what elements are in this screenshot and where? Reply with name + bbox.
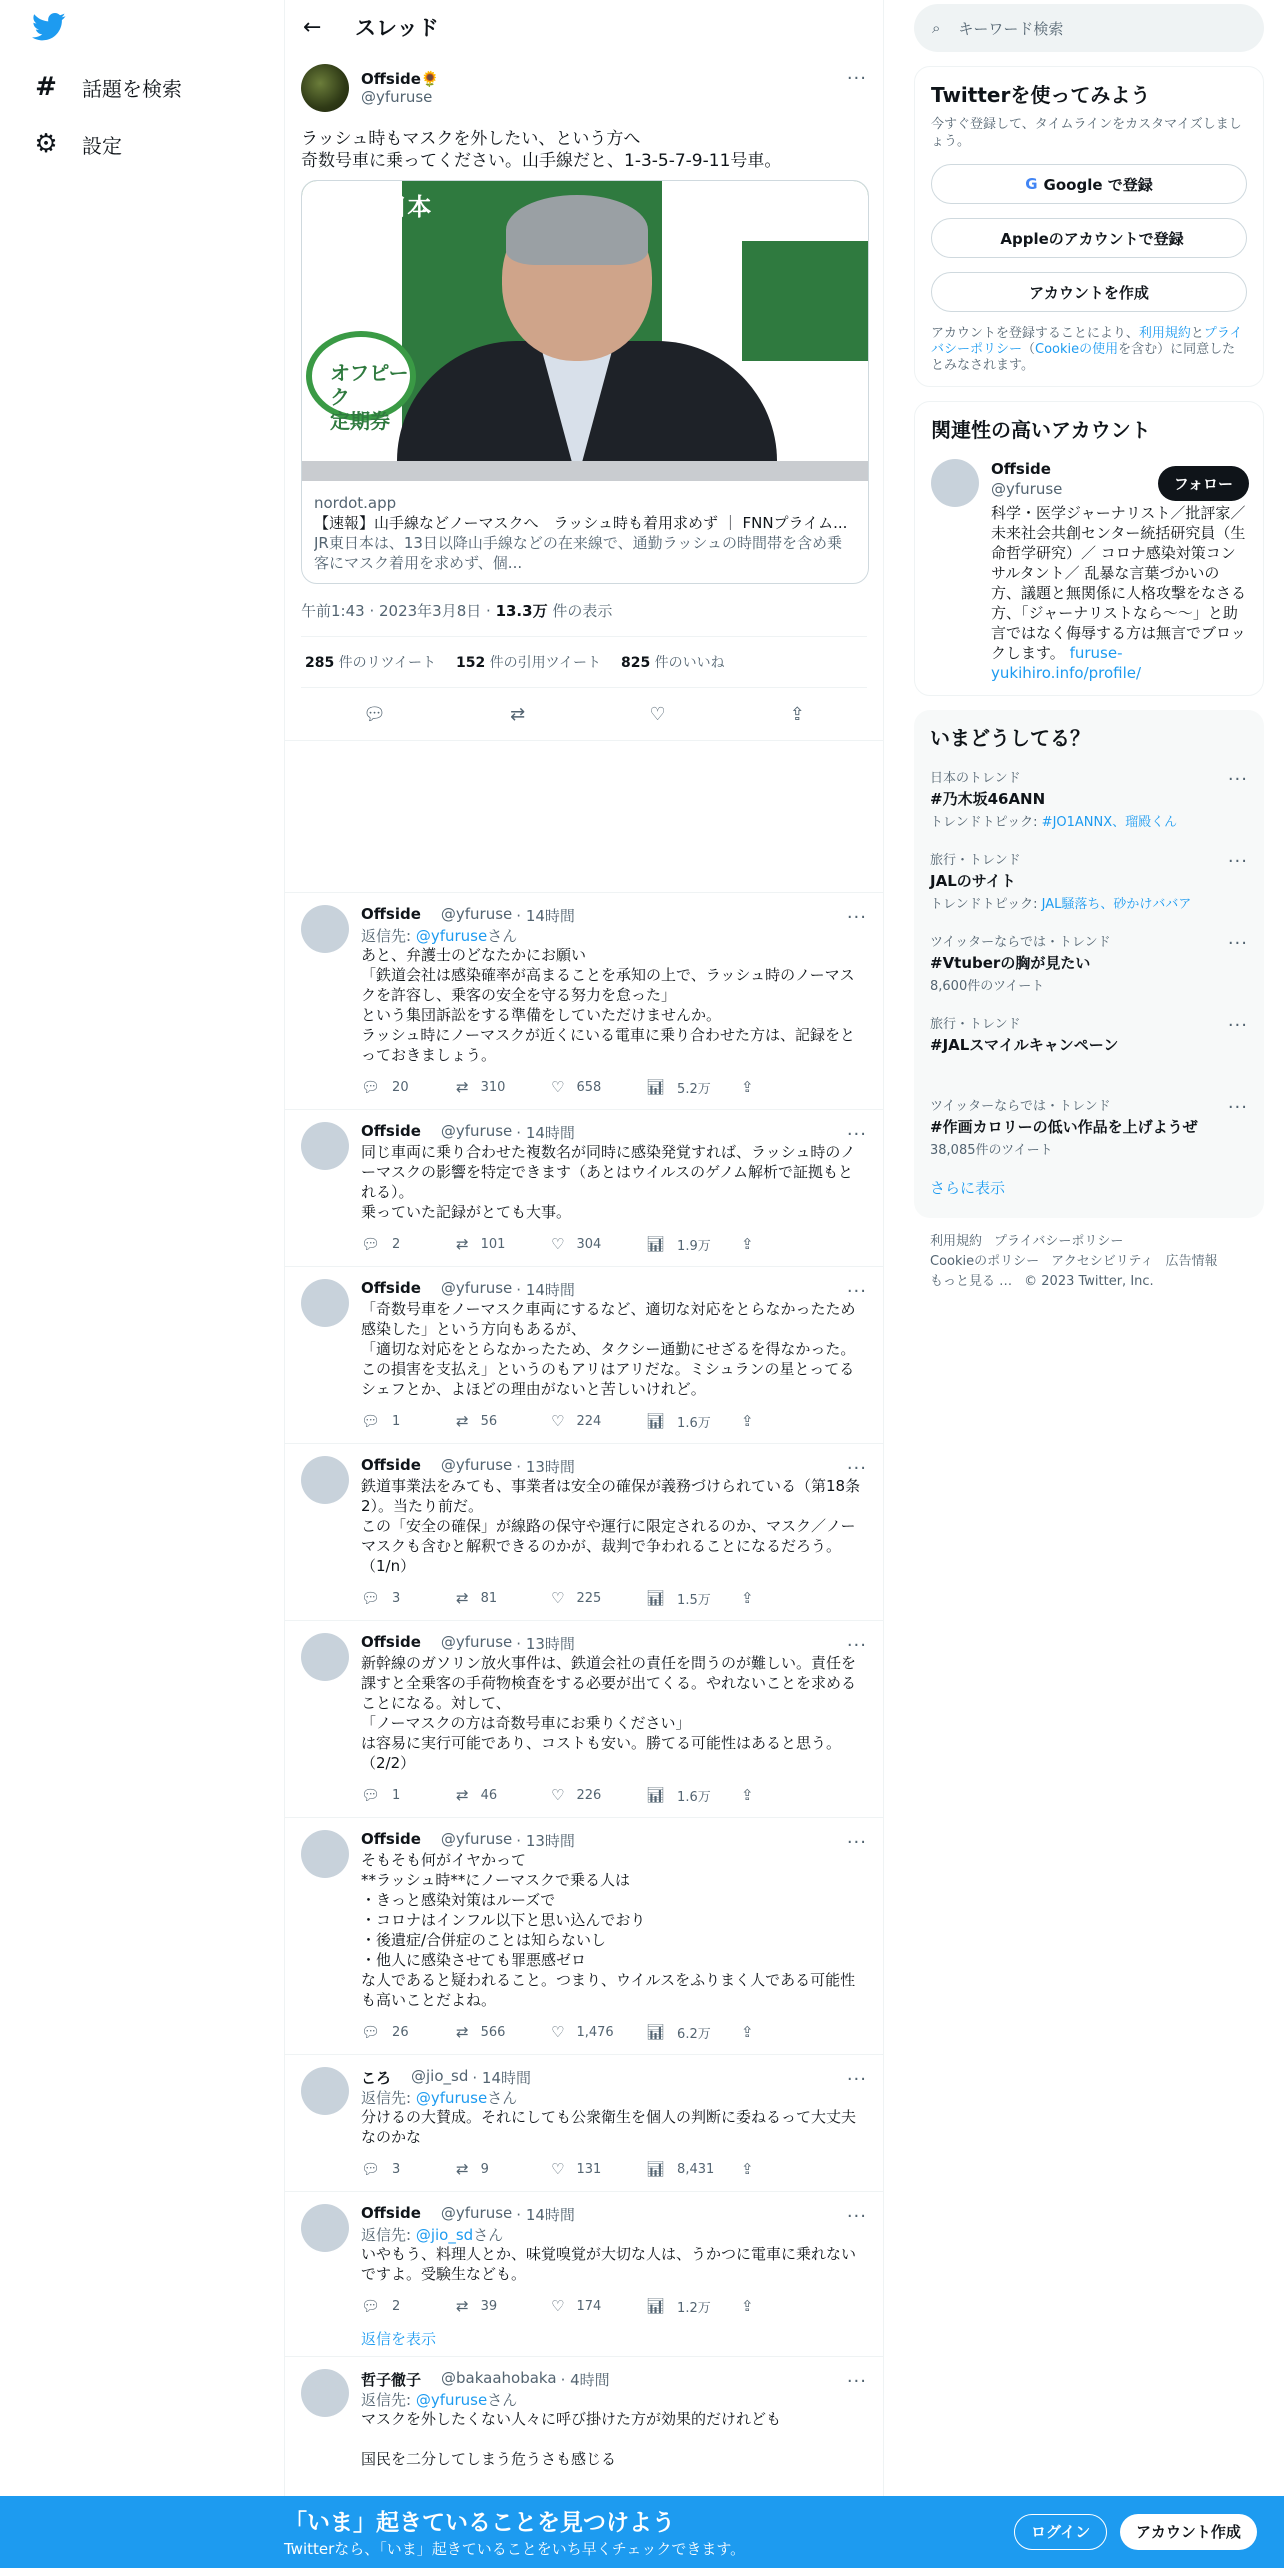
show-replies-link[interactable]: 返信を表示: [361, 2330, 437, 2348]
reply-author-handle[interactable]: @yfuruse: [440, 1456, 513, 1474]
share-button[interactable]: [741, 2160, 836, 2178]
share-button[interactable]: [741, 2297, 836, 2315]
reply-button[interactable]: 💬︎ 3: [361, 1589, 401, 1607]
trend-item[interactable]: [914, 759, 1264, 841]
reply-author-name[interactable]: Offside: [361, 1830, 421, 1848]
back-arrow-icon[interactable]: ←: [303, 14, 322, 40]
link-card[interactable]: [301, 180, 869, 584]
relevant-title: 関連性の高いアカウント: [931, 418, 1151, 442]
reply-button[interactable]: 💬︎ 1: [361, 1412, 401, 1430]
google-icon: G: [1025, 175, 1038, 193]
reply-to: 返信先: @yfuruseさん: [361, 2391, 518, 2409]
trend-context: 旅行・トレンド: [930, 1017, 1021, 1032]
reply-actions: [361, 1580, 867, 1616]
avatar[interactable]: [301, 1456, 349, 1504]
reply-author-name[interactable]: Offside: [361, 1279, 421, 1297]
like-button[interactable]: ♡ 225: [551, 1589, 602, 1607]
share-button[interactable]: [741, 1412, 836, 1430]
trends-box: [914, 710, 1264, 1218]
like-icon: ♡: [551, 1589, 565, 1607]
terms-link[interactable]: 利用規約: [1138, 326, 1191, 341]
avatar[interactable]: [301, 2369, 349, 2417]
trend-context: 旅行・トレンド: [930, 853, 1021, 868]
link-card-body: [302, 481, 868, 583]
relevant-accounts-box: [914, 401, 1264, 696]
views-button[interactable]: 📊︎ 1.6万: [646, 1786, 711, 1805]
bar-chart-icon: 📊︎: [646, 1786, 666, 1804]
main-tweet-text: ラッシュ時もマスクを外したい、という方へ 奇数号車に乗ってください。山手線だと、1-3-5-7-9-11号車。: [301, 129, 782, 171]
avatar[interactable]: [931, 459, 979, 507]
reply-icon: 💬︎: [361, 1078, 381, 1096]
card-title: 【速報】山手線などノーマスクへ ラッシュ時も着用求めず ｜ FNNプライム...: [314, 514, 848, 532]
views-button[interactable]: 📊︎ 5.2万: [646, 1078, 711, 1097]
share-icon: ⇪: [741, 2023, 754, 2041]
reply-author-handle[interactable]: @yfuruse: [440, 2204, 513, 2222]
views-button[interactable]: 📊︎ 1.9万: [646, 1235, 711, 1254]
reply-text: 分けるの大賛成。それにしても公衆衛生を個人の判断に委ねるって大丈夫なのかな: [361, 2108, 857, 2146]
reply-author-handle[interactable]: @yfuruse: [440, 1279, 513, 1297]
retweet-icon[interactable]: ⇄: [510, 703, 526, 725]
card-description: JR東日本は、13日以降山手線などの在来線で、通勤ラッシュの時間帯を含め乗客にマスク着用を求めず、個...: [314, 534, 843, 572]
reply-header: [361, 2204, 867, 2224]
like-icon: ♡: [551, 1412, 565, 1430]
retweet-icon: ⇄: [456, 2023, 469, 2041]
reply-button[interactable]: 💬︎ 3: [361, 2160, 401, 2178]
reply-tweet[interactable]: [285, 892, 883, 1109]
reply-author-handle[interactable]: @yfuruse: [440, 1122, 513, 1140]
reply-to: 返信先: @jio_sdさん: [361, 2226, 504, 2244]
reply-icon: 💬︎: [361, 1235, 381, 1253]
retweets-stat[interactable]: 285 件のリツイート: [305, 655, 436, 671]
reply-header: [361, 2067, 867, 2087]
retweet-icon: ⇄: [456, 1235, 469, 1253]
nav-item-settings[interactable]: [32, 124, 122, 164]
like-icon: ♡: [551, 2160, 565, 2178]
retweet-icon: ⇄: [456, 1589, 469, 1607]
main-tweet-author: [301, 64, 867, 112]
trend-name: #JALスマイルキャンペーン: [930, 1036, 1119, 1054]
main-tweet: [285, 54, 883, 740]
left-nav: [0, 0, 284, 2568]
views-button[interactable]: 📊︎ 1.5万: [646, 1589, 711, 1608]
more-options-icon[interactable]: ···: [846, 1832, 867, 1853]
more-options-icon[interactable]: ···: [846, 2206, 867, 2227]
reply-button[interactable]: 💬︎ 26: [361, 2023, 409, 2041]
google-signup-button[interactable]: G Google で登録: [931, 164, 1247, 204]
like-button[interactable]: ♡ 226: [551, 1786, 602, 1804]
reply-author-handle[interactable]: @bakaahobaka: [441, 2369, 557, 2387]
trend-extra: 8,600件のツイート: [930, 979, 1045, 994]
reply-text: マスクを外したくない人々に呼び掛けた方が効果的だけれども 国民を二分してしまう危うさも感じる: [361, 2410, 782, 2468]
search-input[interactable]: [914, 4, 1264, 52]
reply-button[interactable]: 💬︎ 2: [361, 1235, 401, 1253]
reply-author-name[interactable]: Offside: [361, 905, 421, 923]
share-button[interactable]: [741, 1078, 836, 1096]
avatar[interactable]: [301, 1122, 349, 1170]
create-account-button[interactable]: アカウントを作成: [931, 272, 1247, 312]
search-icon: ⌕: [932, 19, 941, 37]
nav-item-explore[interactable]: [32, 67, 182, 107]
share-button[interactable]: [741, 1235, 836, 1253]
reply-header: [361, 1633, 867, 1653]
reply-author-name[interactable]: 哲子徹子: [361, 2371, 422, 2389]
bio-link[interactable]: furuse-yukihiro.info/profile/: [991, 644, 1142, 682]
more-options-icon[interactable]: ···: [846, 907, 867, 928]
share-icon: ⇪: [741, 1589, 754, 1607]
retweet-button[interactable]: ⇄ 9: [456, 2160, 489, 2178]
hash-icon: #: [35, 72, 57, 102]
avatar[interactable]: [301, 1279, 349, 1327]
avatar[interactable]: [301, 2204, 349, 2252]
bar-chart-icon: 📊︎: [646, 2160, 666, 2178]
reply-actions: [361, 1226, 867, 1262]
reply-author-name[interactable]: Offside: [361, 1122, 421, 1140]
reply-actions: [361, 2014, 867, 2050]
more-options-icon[interactable]: ···: [846, 1124, 867, 1145]
share-button[interactable]: [741, 2023, 836, 2041]
reply-author-handle[interactable]: @yfuruse: [440, 1830, 513, 1848]
relevant-name[interactable]: Offside: [991, 460, 1051, 478]
reply-time[interactable]: · 13時間: [516, 1635, 575, 1653]
retweet-button[interactable]: ⇄ 81: [456, 1589, 498, 1607]
trend-extra: 38,085件のツイート: [930, 1143, 1053, 1158]
reply-author-name[interactable]: ころ: [361, 2069, 392, 2087]
share-button[interactable]: [741, 1786, 836, 1804]
trend-item[interactable]: [914, 1087, 1264, 1169]
trend-name: #Vtuberの胸が見たい: [930, 954, 1091, 972]
views-button[interactable]: 📊︎ 8,431: [646, 2160, 715, 2178]
like-button[interactable]: ♡ 131: [551, 2160, 602, 2178]
more-options-icon[interactable]: ···: [846, 1458, 867, 1479]
reply-header: [361, 1456, 867, 1476]
reply-button[interactable]: 💬︎ 20: [361, 1078, 409, 1096]
reply-author-name[interactable]: Offside: [361, 1633, 421, 1651]
reply-text: いやもう、料理人とか、味覚嗅覚が大切な人は、うかつに電車に乗れないですよ。受験生なども。: [361, 2245, 857, 2283]
reply-header: [361, 1122, 867, 1142]
retweet-icon: ⇄: [456, 2160, 469, 2178]
retweet-icon: ⇄: [456, 1078, 469, 1096]
trend-context: 日本のトレンド: [930, 771, 1021, 786]
reply-actions: [361, 2288, 867, 2324]
relevant-bio: 科学・医学ジャーナリスト／批評家／未来社会共創センター統括研究員（生命哲学研究）／ コロナ感染対策コンサルタント／ 乱暴な言葉づかいの方、議題と無関係に人格攻撃をなさる方、「ジャーナリストなら～～」と助言ではなく侮辱する方は無言でブロックします。 furuse-yukihiro.info/profile/: [991, 504, 1247, 682]
timestamp-text[interactable]: 午前1:43 · 2023年3月8日 ·: [301, 602, 496, 620]
more-options-icon[interactable]: ···: [1227, 769, 1248, 790]
reply-time[interactable]: · 14時間: [516, 907, 575, 925]
reply-time[interactable]: · 13時間: [516, 1832, 575, 1850]
like-button[interactable]: ♡ 304: [551, 1235, 602, 1253]
reply-text: 鉄道事業法をみても、事業者は安全の確保が義務づけられている（第18条2）。当たり前だ。 この「安全の確保」が線路の保守や運行に限定されるのか、マスク／ノーマスクも含むと解釈できるのかが、裁判で争われることになるだろう。 （1/n）: [361, 1477, 861, 1575]
views-button[interactable]: 📊︎ 1.6万: [646, 1412, 711, 1431]
reply-header: [361, 905, 867, 925]
like-button[interactable]: ♡ 224: [551, 1412, 602, 1430]
reply-header: [361, 1830, 867, 1850]
reply-tweet[interactable]: [285, 1109, 883, 1266]
more-options-icon[interactable]: ···: [1227, 851, 1248, 872]
reply-to-handle[interactable]: @yfuruse: [415, 927, 488, 945]
retweet-button[interactable]: ⇄ 566: [456, 2023, 506, 2041]
reply-author-name[interactable]: Offside: [361, 2204, 421, 2222]
footer-link[interactable]: プライバシーポリシー: [994, 1234, 1124, 1249]
trend-item[interactable]: [914, 841, 1264, 923]
reply-time[interactable]: · 13時間: [516, 1458, 575, 1476]
gear-icon: ⚙: [34, 129, 58, 159]
trends-show-more-link[interactable]: さらに表示: [930, 1179, 1006, 1197]
reply-tweet[interactable]: [285, 1266, 883, 1443]
reply-header: [361, 1279, 867, 1299]
reply-icon: 💬︎: [361, 2297, 381, 2315]
more-options-icon[interactable]: ···: [1227, 1097, 1248, 1118]
author-name[interactable]: Offside🌻: [361, 70, 440, 88]
more-options-icon[interactable]: ···: [846, 68, 867, 89]
more-options-icon[interactable]: ···: [846, 1635, 867, 1656]
like-button[interactable]: ♡ 1,476: [551, 2023, 614, 2041]
reply-tweet[interactable]: [285, 2054, 883, 2191]
reply-author-name[interactable]: Offside: [361, 1456, 421, 1474]
more-options-icon[interactable]: ···: [1227, 1015, 1248, 1036]
card-image-logo: JR東日本: [332, 193, 432, 221]
like-icon: ♡: [551, 2297, 565, 2315]
cookie-link[interactable]: Cookieの使用: [1035, 342, 1119, 357]
reply-author-handle[interactable]: @yfuruse: [440, 905, 513, 923]
signup-subtitle: 今すぐ登録して、タイムラインをカスタマイズしましょう。: [931, 117, 1242, 149]
share-icon[interactable]: ⇪: [789, 703, 805, 725]
nav-label-settings: 設定: [82, 133, 122, 158]
reply-text: あと、弁護士のどなたかにお願い 「鉄道会社は感染確率が高まることを承知の上で、ラッシュ時のノーマスクを許容し、乗客の安全を守る努力を怠った」 という集団訴訟をする準備をしていただけませんか。 ラッシュ時にノーマスクが近くにいる電車に乗り合わせた方は、記録をとっておきましょう。: [361, 946, 855, 1064]
views-label: 件の表示: [547, 602, 613, 620]
reply-icon[interactable]: 💬︎: [363, 703, 386, 725]
reply-button[interactable]: 💬︎ 1: [361, 1786, 401, 1804]
bar-chart-icon: 📊︎: [646, 2297, 666, 2315]
search-placeholder: キーワード検索: [958, 19, 1064, 38]
tweet-timestamp: [301, 600, 867, 620]
privacy-link[interactable]: プライバシーポリシー: [931, 326, 1243, 357]
retweet-button[interactable]: ⇄ 56: [456, 1412, 498, 1430]
reply-author-handle[interactable]: @jio_sd: [411, 2067, 469, 2085]
reply-time[interactable]: · 4時間: [560, 2371, 610, 2389]
follow-button[interactable]: フォロー: [1158, 466, 1249, 501]
retweet-icon: ⇄: [456, 1786, 469, 1804]
relevant-handle[interactable]: @yfuruse: [991, 480, 1063, 498]
bar-chart-icon: 📊︎: [646, 1078, 666, 1096]
reply-tweet[interactable]: [285, 1620, 883, 1817]
retweet-icon: ⇄: [456, 1412, 469, 1430]
reply-button[interactable]: 💬︎ 2: [361, 2297, 401, 2315]
twitter-bird-logo-icon[interactable]: [32, 12, 68, 44]
reply-actions: [361, 2151, 867, 2187]
main-tweet-actions: [301, 688, 867, 740]
reply-to: 返信先: @yfuruseさん: [361, 927, 518, 945]
login-button[interactable]: ログイン: [1014, 2514, 1107, 2550]
reply-to-handle[interactable]: @jio_sd: [415, 2226, 474, 2244]
replies-list: [285, 892, 883, 2473]
reply-icon: 💬︎: [361, 1589, 381, 1607]
views-button[interactable]: 📊︎ 6.2万: [646, 2023, 711, 2042]
bar-chart-icon: 📊︎: [646, 1589, 666, 1607]
more-options-icon[interactable]: ···: [846, 1281, 867, 1302]
thread-spacer: [285, 740, 883, 892]
reply-text: 同じ車両に乗り合わせた複数名が同時に感染発覚すれば、ラッシュ時のノーマスクの影響を特定できます（あとはウイルスのゲノム解析で証拠もとれる）。 乗っていた記録がとても大事。: [361, 1143, 856, 1221]
quotes-stat[interactable]: 152 件の引用ツイート: [455, 655, 601, 671]
banner-title: 「いま」起きていることを見つけよう: [284, 2510, 675, 2536]
footer-link[interactable]: もっと見る …: [930, 1274, 1013, 1289]
more-options-icon[interactable]: ···: [1227, 933, 1248, 954]
like-icon: ♡: [551, 1235, 565, 1253]
bar-chart-icon: 📊︎: [646, 1235, 666, 1253]
bar-chart-icon: 📊︎: [646, 1412, 666, 1430]
nav-label-explore: 話題を検索: [82, 76, 182, 101]
thread-column: [284, 0, 884, 2568]
reply-header: [361, 2369, 867, 2389]
retweet-icon: ⇄: [456, 2297, 469, 2315]
reply-time[interactable]: · 14時間: [516, 2206, 575, 2224]
trend-item[interactable]: [914, 923, 1264, 1005]
login-banner: [0, 2496, 1284, 2568]
trend-item[interactable]: [914, 1005, 1264, 1087]
avatar[interactable]: [301, 64, 349, 112]
footer-link[interactable]: 利用規約: [930, 1234, 983, 1249]
reply-text: そもそも何がイヤかって **ラッシュ時**にノーマスクで乗る人は ・きっと感染対策はルーズで ・コロナはインフル以下と思い込んでおり ・後遺症/合併症のことは知らないし ・他人に感染させても罪悪感ゼロ な人であると疑われること。つまり、ウイルスをふりまく人である可能性も高いことだよね。: [361, 1851, 856, 2009]
reply-text: 「奇数号車をノーマスク車両にするなど、適切な対応をとらなかったため感染した」という方向もあるが、 「適切な対応をとらなかったため、タクシー通勤にせざるを得なかった。この損害を支払え」というのもアリはアリだな。ミシュランの星とってるシェフとか、よほどの理由がないと苦しいけれど。: [361, 1300, 856, 1398]
like-button[interactable]: ♡ 174: [551, 2297, 602, 2315]
trend-name: #作画カロリーの低い作品を上げようぜ: [930, 1118, 1198, 1136]
reply-actions: [361, 1069, 867, 1105]
reply-text: 新幹線のガソリン放火事件は、鉄道会社の責任を問うのが難しい。責任を課すと全乗客の手荷物検査をする必要が出てくる。やれないことを求めることになる。対して、 「ノーマスクの方は奇数号車にお乗りください」 は容易に実行可能であり、コストも安い。勝てる可能性はあると思う。 （2/2）: [361, 1654, 857, 1772]
reply-icon: 💬︎: [361, 1786, 381, 1804]
trend-extra: トレンドトピック: JAL騒落ち、砂かけババア: [930, 897, 1192, 912]
footer-link[interactable]: アクセシビリティ: [1051, 1254, 1154, 1269]
footer-link[interactable]: 広告情報: [1165, 1254, 1218, 1269]
signup-button[interactable]: アカウント作成: [1120, 2514, 1257, 2550]
more-options-icon[interactable]: ···: [846, 2371, 867, 2392]
avatar[interactable]: [301, 905, 349, 953]
trends-title: いまどうしてる？: [930, 726, 1090, 750]
avatar[interactable]: [301, 2067, 349, 2115]
share-icon: ⇪: [741, 1412, 754, 1430]
reply-to: 返信先: @yfuruseさん: [361, 2089, 518, 2107]
views-count: 13.3万: [495, 602, 548, 620]
share-icon: ⇪: [741, 2160, 754, 2178]
reply-time[interactable]: · 14時間: [516, 1281, 575, 1299]
relevant-account[interactable]: [931, 459, 1247, 683]
reply-actions: [361, 1777, 867, 1813]
footer-link[interactable]: Cookieのポリシー: [930, 1254, 1040, 1269]
avatar[interactable]: [301, 1830, 349, 1878]
trend-name: #乃木坂46ANN: [930, 790, 1046, 808]
like-icon[interactable]: ♡: [649, 703, 666, 725]
trend-extra: トレンドトピック: #JO1ANNX、瑠殿くん: [930, 815, 1178, 830]
avatar[interactable]: [301, 1633, 349, 1681]
more-options-icon[interactable]: ···: [846, 2069, 867, 2090]
bar-chart-icon: 📊︎: [646, 2023, 666, 2041]
like-button[interactable]: ♡ 658: [551, 1078, 602, 1096]
like-icon: ♡: [551, 1786, 565, 1804]
author-handle[interactable]: @yfuruse: [361, 88, 433, 106]
footer-links: [914, 1232, 1264, 1292]
reply-time[interactable]: · 14時間: [472, 2069, 531, 2087]
retweet-button[interactable]: ⇄ 310: [456, 1078, 506, 1096]
signup-legal-text: アカウントを登録することにより、利用規約とプライバシーポリシー（Cookieの使用を含む）に同意したとみなされます。: [931, 326, 1243, 373]
reply-tweet[interactable]: [285, 1443, 883, 1620]
card-domain: nordot.app: [314, 494, 397, 512]
reply-tweet[interactable]: [285, 2191, 883, 2328]
share-icon: ⇪: [741, 2297, 754, 2315]
likes-stat[interactable]: 825 件のいいね: [620, 655, 725, 671]
card-image-sign: オフピーク 定期券: [306, 331, 416, 421]
reply-icon: 💬︎: [361, 2023, 381, 2041]
share-icon: ⇪: [741, 1786, 754, 1804]
share-icon: ⇪: [741, 1235, 754, 1253]
signup-box: [914, 66, 1264, 387]
right-sidebar: [914, 0, 1264, 1292]
link-card-image: [302, 181, 868, 481]
reply-author-handle[interactable]: @yfuruse: [440, 1633, 513, 1651]
trend-name: JALのサイト: [930, 872, 1016, 890]
reply-actions: [361, 1403, 867, 1439]
like-icon: ♡: [551, 2023, 565, 2041]
copyright: © 2023 Twitter, Inc.: [1024, 1274, 1154, 1289]
banner-subtitle: Twitterなら、「いま」起きていることをいち早くチェックできます。: [284, 2540, 746, 2558]
like-icon: ♡: [551, 1078, 565, 1096]
reply-icon: 💬︎: [361, 1412, 381, 1430]
thread-header: [285, 0, 883, 54]
retweet-button[interactable]: ⇄ 46: [456, 1786, 498, 1804]
apple-signup-button[interactable]: Appleのアカウントで登録: [931, 218, 1247, 258]
retweet-button[interactable]: ⇄ 39: [456, 2297, 498, 2315]
views-button[interactable]: 📊︎ 1.2万: [646, 2297, 711, 2316]
page-title: スレッド: [355, 16, 439, 40]
trend-context: ツイッターならでは・トレンド: [930, 935, 1111, 950]
reply-to-handle[interactable]: @yfuruse: [415, 2089, 488, 2107]
share-icon: ⇪: [741, 1078, 754, 1096]
reply-icon: 💬︎: [361, 2160, 381, 2178]
reply-tweet[interactable]: [285, 1817, 883, 2054]
retweet-button[interactable]: ⇄ 101: [456, 1235, 506, 1253]
reply-time[interactable]: · 14時間: [516, 1124, 575, 1142]
signup-title: Twitterを使ってみよう: [931, 83, 1151, 107]
reply-tweet[interactable]: [285, 2356, 883, 2473]
reply-to-handle[interactable]: @yfuruse: [415, 2391, 488, 2409]
tweet-stats: [301, 636, 867, 688]
trend-context: ツイッターならでは・トレンド: [930, 1099, 1111, 1114]
share-button[interactable]: [741, 1589, 836, 1607]
